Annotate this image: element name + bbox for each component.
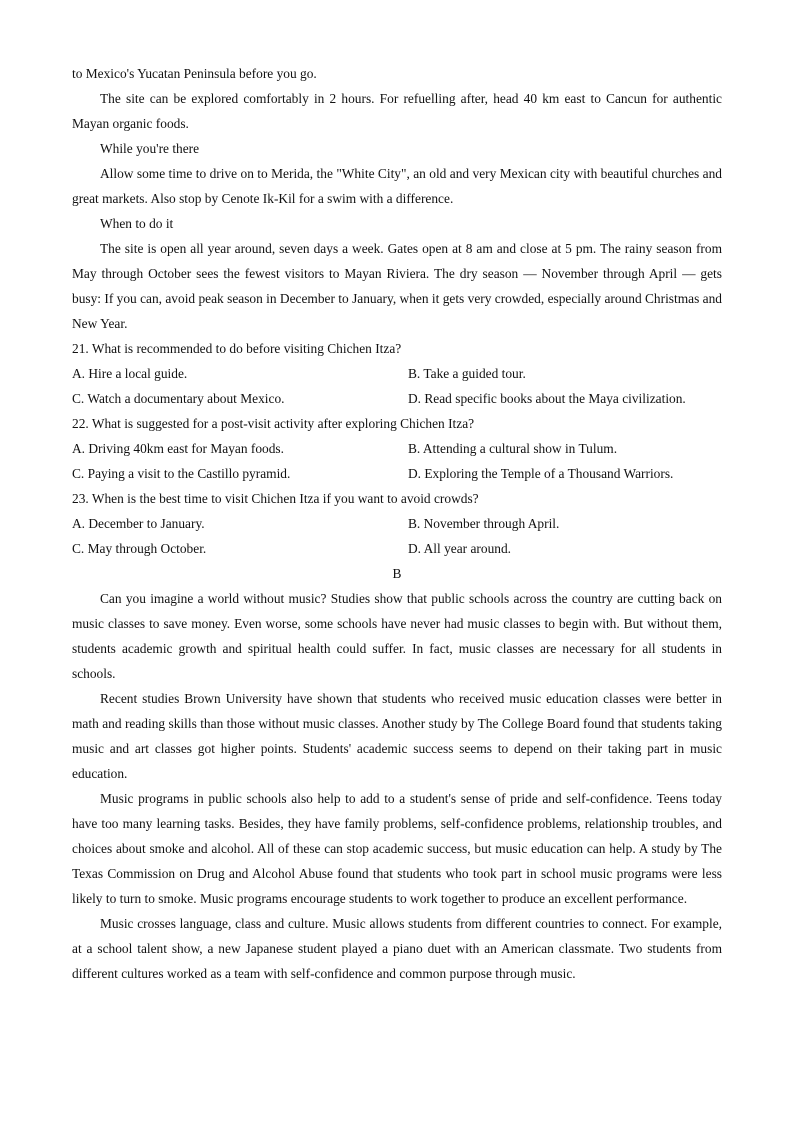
question-stem: 23. When is the best time to visit Chichen Itza if you want to avoid crowds? [72, 491, 479, 506]
passage-b-paragraph-3: Music programs in public schools also help to add to a student's sense of pride and self-confidence. Teens today have too many learning tasks. Besides, they have family problems, self-confidence problems, relationship troubles, and choices about smoke and alcohol. All of these can stop academic success, but music education can help. A study by The Texas Commission on Drug and Alcohol Abuse found that students who took part in school music programs were less likely to turn to smoke. Music programs encourage students to work together to produce an excellent performance. [72, 791, 722, 906]
option-d: D. All year around. [408, 541, 512, 556]
heading-while-there: While you're there [100, 141, 200, 156]
question-options [72, 511, 722, 561]
option-b: B. November through April. [408, 516, 560, 531]
section-label-b: B [392, 566, 402, 581]
option-b: B. Take a guided tour. [408, 366, 526, 381]
option-c: C. May through October. [72, 541, 207, 556]
option-a: A. Driving 40km east for Mayan foods. [72, 441, 284, 456]
document-page [72, 61, 722, 986]
passage-a-continuation: to Mexico's Yucatan Peninsula before you go. [72, 66, 317, 81]
option-a: A. Hire a local guide. [72, 366, 188, 381]
question-options [72, 361, 722, 411]
passage-a-paragraph-2: Allow some time to drive on to Merida, the "White City", an old and very Mexican city with beautiful churches and great markets. Also stop by Cenote Ik-Kil for a swim with a difference. [72, 166, 722, 206]
option-b: B. Attending a cultural show in Tulum. [408, 441, 618, 456]
option-c: C. Paying a visit to the Castillo pyramid. [72, 466, 291, 481]
heading-when-to-do-it: When to do it [100, 216, 174, 231]
passage-b-paragraph-2: Recent studies Brown University have shown that students who received music education classes were better in math and reading skills than those without music classes. Another study by The College Board found that students taking music and art classes got higher points. Students' academic success seems to depend on their taking part in music education. [72, 691, 722, 781]
question-options [72, 436, 722, 486]
passage-b-paragraph-1: Can you imagine a world without music? Studies show that public schools across the country are cutting back on music classes to save money. Even worse, some schools have never had music classes to begin with. But without them, students academic growth and spiritual health could suffer. In fact, music classes are necessary for all students in schools. [72, 591, 722, 681]
passage-b-paragraph-4: Music crosses language, class and culture. Music allows students from different countries to connect. For example, at a school talent show, a new Japanese student played a piano duet with an American classmate. Two students from different cultures worked as a team with self-confidence and common purpose through music. [72, 916, 722, 981]
question-stem: 22. What is suggested for a post-visit activity after exploring Chichen Itza? [72, 416, 475, 431]
passage-a-paragraph-1: The site can be explored comfortably in 2 hours. For refuelling after, head 40 km east to Cancun for authentic Mayan organic foods. [72, 91, 722, 131]
question-21 [72, 336, 722, 411]
option-a: A. December to January. [72, 516, 205, 531]
passage-a-paragraph-3: The site is open all year around, seven days a week. Gates open at 8 am and close at 5 pm. The rainy season from May through October sees the fewest visitors to Mayan Riviera. The dry season — November through April — gets busy: If you can, avoid peak season in December to January, when it gets very crowded, especially around Christmas and New Year. [72, 241, 722, 331]
question-stem: 21. What is recommended to do before visiting Chichen Itza? [72, 341, 402, 356]
question-23 [72, 486, 722, 561]
question-22 [72, 411, 722, 486]
option-c: C. Watch a documentary about Mexico. [72, 391, 285, 406]
option-d: D. Exploring the Temple of a Thousand Warriors. [408, 466, 674, 481]
option-d: D. Read specific books about the Maya civilization. [408, 391, 686, 406]
